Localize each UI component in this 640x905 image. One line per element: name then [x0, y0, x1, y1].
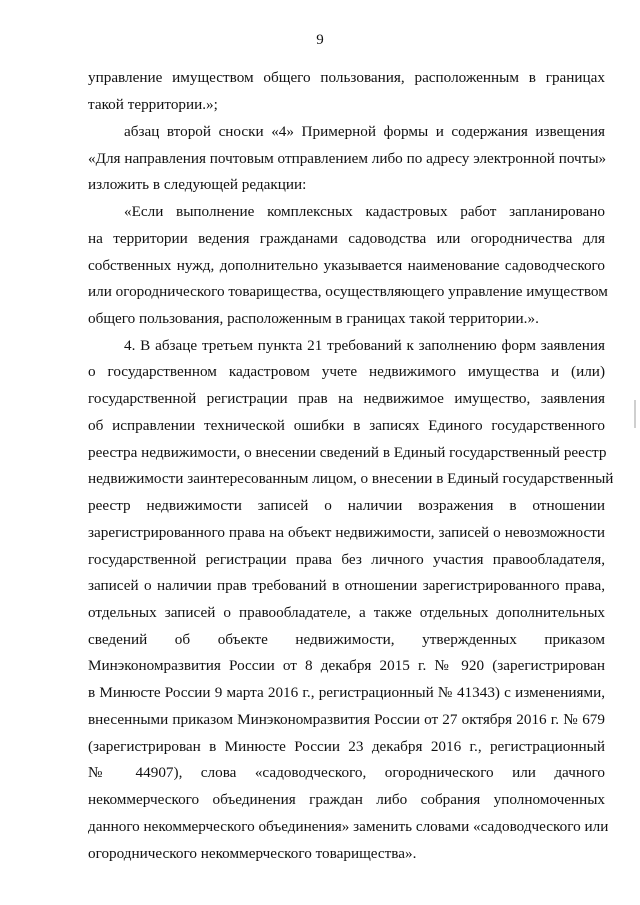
text-line: или огороднического товарищества, осуществляющего управление имуществом	[88, 283, 608, 300]
text-line: записей о наличии прав требований в отношении зарегистрированного права,	[88, 577, 605, 594]
text-line: об исправлении технической ошибки в записях Единого государственного	[88, 417, 605, 434]
text-line: общего пользования, расположенным в границах такой территории.».	[88, 310, 539, 327]
text-line: государственной регистрации прав на недвижимое имущество, заявления	[88, 390, 605, 407]
text-line: на территории ведения гражданами садоводства или огородничества для	[88, 230, 605, 247]
text-line: Минэкономразвития России от 8 декабря 2015 г. № 920 (зарегистрирован	[88, 657, 605, 674]
text-line: (зарегистрирован в Минюсте России 23 декабря 2016 г., регистрационный	[88, 738, 605, 755]
text-line: такой территории.»;	[88, 96, 218, 113]
text-line: «Если выполнение комплексных кадастровых работ запланировано	[124, 203, 605, 220]
text-line: государственной регистрации права без личного участия правообладателя,	[88, 551, 605, 568]
text-line: реестр недвижимости записей о наличии возражения в отношении	[88, 497, 605, 514]
text-line: № 44907), слова «садоводческого, огороднического или дачного	[88, 764, 605, 781]
text-line: собственных нужд, дополнительно указывается наименование садоводческого	[88, 257, 605, 274]
text-line: зарегистрированного права на объект недвижимости, записей о невозможности	[88, 524, 605, 541]
text-line: о государственном кадастровом учете недвижимого имущества и (или)	[88, 363, 605, 380]
text-line: отдельных записей о правообладателе, а также отдельных дополнительных	[88, 604, 605, 621]
text-line: сведений об объекте недвижимости, утвержденных приказом	[88, 631, 605, 648]
text-line: 4. В абзаце третьем пункта 21 требований к заполнению форм заявления	[124, 337, 605, 354]
text-line: недвижимости заинтересованным лицом, о внесении в Единый государственный	[88, 470, 614, 487]
text-line: «Для направления почтовым отправлением либо по адресу электронной почты»	[88, 150, 607, 167]
scan-edge-mark	[634, 400, 636, 428]
text-line: внесенными приказом Минэкономразвития России от 27 октября 2016 г. № 679	[88, 711, 605, 728]
text-line: управление имуществом общего пользования, расположенным в границах	[88, 69, 605, 86]
text-line: реестра недвижимости, о внесении сведений в Единый государственный реестр	[88, 444, 607, 461]
text-line: абзац второй сноски «4» Примерной формы и содержания извещения	[124, 123, 605, 140]
text-line: в Минюсте России 9 марта 2016 г., регистрационный № 41343) с изменениями,	[88, 684, 605, 701]
page-number: 9	[316, 32, 324, 48]
text-line: данного некоммерческого объединения» заменить словами «садоводческого или	[88, 818, 609, 835]
text-line: огороднического некоммерческого товарищества».	[88, 845, 417, 862]
text-line: некоммерческого объединения граждан либо собрания уполномоченных	[88, 791, 605, 808]
text-line: изложить в следующей редакции:	[88, 176, 307, 193]
